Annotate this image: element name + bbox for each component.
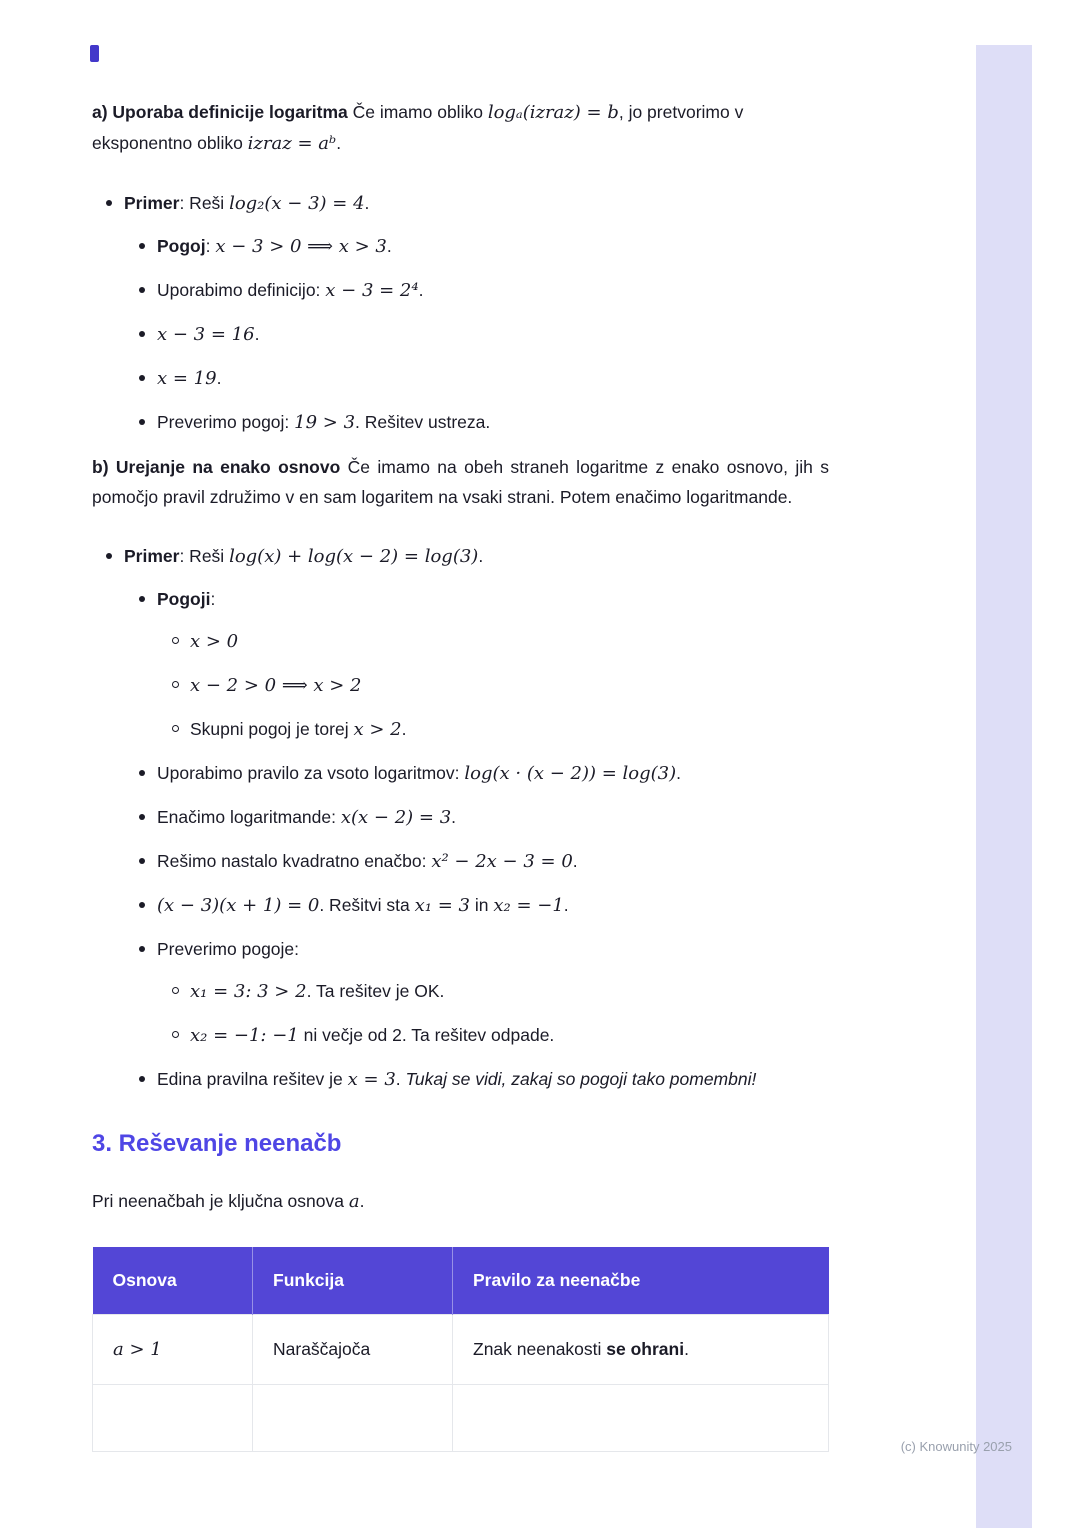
text-run: ni večje od 2. Ta rešitev odpade. [298, 1025, 555, 1045]
text-run: . [254, 324, 260, 344]
math-expression: x > 2 [353, 719, 402, 740]
step-factorized [157, 891, 829, 920]
text-run: Rešimo nastalo kvadratno enačbo: [157, 851, 432, 871]
text-run: . [572, 851, 578, 871]
bold-run: Primer [124, 546, 180, 566]
math-expression: a [348, 1191, 360, 1212]
math-expression: x = 3 [347, 1069, 396, 1090]
text-run: . [676, 763, 682, 783]
math-expression: x(x − 2) = 3 [340, 807, 452, 828]
text-run: . [359, 1191, 365, 1211]
math-expression: x − 2 > 0 ⟹ x > 2 [190, 675, 362, 696]
step-pogoj [157, 232, 829, 261]
step-result [157, 364, 829, 393]
cell-pravilo [453, 1315, 829, 1385]
math-expression: x₂ = −1: −1 [190, 1025, 299, 1046]
text-run: : Reši [179, 193, 230, 213]
math-expression: logₐ(izraz) = b [487, 102, 619, 123]
example-b-list [92, 542, 829, 1094]
text-run: . Ta rešitev je OK. [306, 981, 445, 1001]
condition-2 [190, 671, 829, 700]
step-final [157, 1065, 829, 1094]
conditions-list [157, 627, 829, 744]
text-run: . [216, 368, 222, 388]
table-body [93, 1315, 829, 1452]
italic-run: Tukaj se vidi, zakaj so pogoji tako pomembni! [405, 1069, 757, 1089]
text-run: , jo pretvorimo v eksponentno obliko [92, 102, 744, 153]
condition-3 [190, 715, 829, 744]
table-header [93, 1247, 829, 1315]
bold-run: Pogoji [157, 589, 211, 609]
condition-1 [190, 627, 829, 656]
cell-empty [453, 1385, 829, 1452]
column-header-funkcija: Funkcija [253, 1247, 453, 1315]
subheading-b: b) Urejanje na enako osnovo [92, 457, 341, 477]
step-check [157, 408, 829, 437]
text-run: . [478, 546, 484, 566]
math-expression: x − 3 > 0 ⟹ x > 3 [215, 236, 387, 257]
math-expression: log(x) + log(x − 2) = log(3) [229, 546, 479, 567]
math-expression: log(x · (x − 2)) = log(3) [464, 763, 677, 784]
math-expression: x − 3 = 16 [157, 324, 255, 345]
example-a-steps [124, 232, 829, 437]
text-run: Uporabimo pravilo za vsoto logaritmov: [157, 763, 465, 783]
math-expression: izraz = aᵇ [247, 133, 337, 154]
example-a-list [92, 189, 829, 437]
text-run: . [395, 1069, 406, 1089]
text-run: Če imamo obliko [347, 102, 488, 122]
text-run: Pri neenačbah je ključna osnova [92, 1191, 349, 1211]
text-run: Če imamo na obeh straneh logaritme z enako osnovo, jih s pomočjo pravil združimo v en sam logaritem na vsaki strani. Potem enačimo logaritmande. [92, 457, 829, 507]
verify-list [157, 977, 829, 1050]
verify-1 [190, 977, 829, 1006]
text-run: . [336, 133, 342, 153]
text-run: . [684, 1339, 689, 1359]
subheading-a: a) Uporaba definicije logaritma [92, 102, 348, 122]
column-header-pravilo: Pravilo za neenačbe [453, 1247, 829, 1315]
example-b-steps [124, 585, 829, 1094]
math-expression: x = 19 [157, 368, 217, 389]
text-run: Preverimo pogoj: [157, 412, 295, 432]
copyright-watermark: (c) Knowunity 2025 [900, 1439, 1012, 1454]
step-quadratic [157, 847, 829, 876]
inequality-table [92, 1247, 829, 1452]
text-run: Enačimo logaritmande: [157, 807, 341, 827]
text-run: . [563, 895, 569, 915]
verify-2 [190, 1021, 829, 1050]
step-definicija [157, 276, 829, 305]
table-row [93, 1315, 829, 1385]
math-expression: x₁ = 3 [414, 895, 470, 916]
paragraph-a [92, 97, 829, 159]
text-run: : Reši [179, 546, 230, 566]
right-gutter [976, 45, 1032, 1528]
table-header-row [93, 1247, 829, 1315]
math-expression: x − 3 = 2⁴ [325, 280, 419, 301]
text-run: Skupni pogoj je torej [190, 719, 354, 739]
text-run: . [386, 236, 392, 256]
text-run: Edina pravilna rešitev je [157, 1069, 348, 1089]
text-run: : [210, 589, 216, 609]
example-a-item [124, 189, 829, 437]
step-pogoji [157, 585, 829, 744]
cell-empty [253, 1385, 453, 1452]
step-sum-rule [157, 759, 829, 788]
math-expression: (x − 3)(x + 1) = 0 [157, 895, 320, 916]
text-run: . Rešitvi sta [319, 895, 415, 915]
section-3-heading: 3. Reševanje neenačb [92, 1130, 342, 1157]
table-row-partial [93, 1385, 829, 1452]
column-header-osnova: Osnova [93, 1247, 253, 1315]
step-verify [157, 935, 829, 1050]
cell-empty [93, 1385, 253, 1452]
text-run: . [401, 719, 407, 739]
text-run: . [364, 193, 370, 213]
bold-run: Primer [124, 193, 180, 213]
cell-funkcija: Naraščajoča [253, 1315, 453, 1385]
text-run: in [470, 895, 494, 915]
section-3-intro [92, 1186, 829, 1217]
text-run: . [451, 807, 457, 827]
math-expression: log₂(x − 3) = 4 [229, 193, 365, 214]
text-run: . [418, 280, 424, 300]
example-b-item [124, 542, 829, 1094]
math-expression: a > 1 [113, 1339, 162, 1360]
bold-run: Pogoj [157, 236, 206, 256]
text-run: Preverimo pogoje: [157, 939, 300, 959]
text-run: Uporabimo definicijo: [157, 280, 326, 300]
bold-run: se ohrani [606, 1339, 685, 1359]
text-run: : [205, 236, 216, 256]
cell-osnova [93, 1315, 253, 1385]
math-expression: x₂ = −1 [493, 895, 564, 916]
step-equation [157, 320, 829, 349]
text-run: Znak neenakosti [473, 1339, 607, 1359]
math-expression: 19 > 3 [294, 412, 356, 433]
math-expression: x > 0 [190, 631, 239, 652]
math-expression: x₁ = 3: 3 > 2 [190, 981, 307, 1002]
math-expression: x² − 2x − 3 = 0 [431, 851, 573, 872]
step-equate [157, 803, 829, 832]
paragraph-b [92, 452, 829, 512]
text-run: . Rešitev ustreza. [355, 412, 491, 432]
